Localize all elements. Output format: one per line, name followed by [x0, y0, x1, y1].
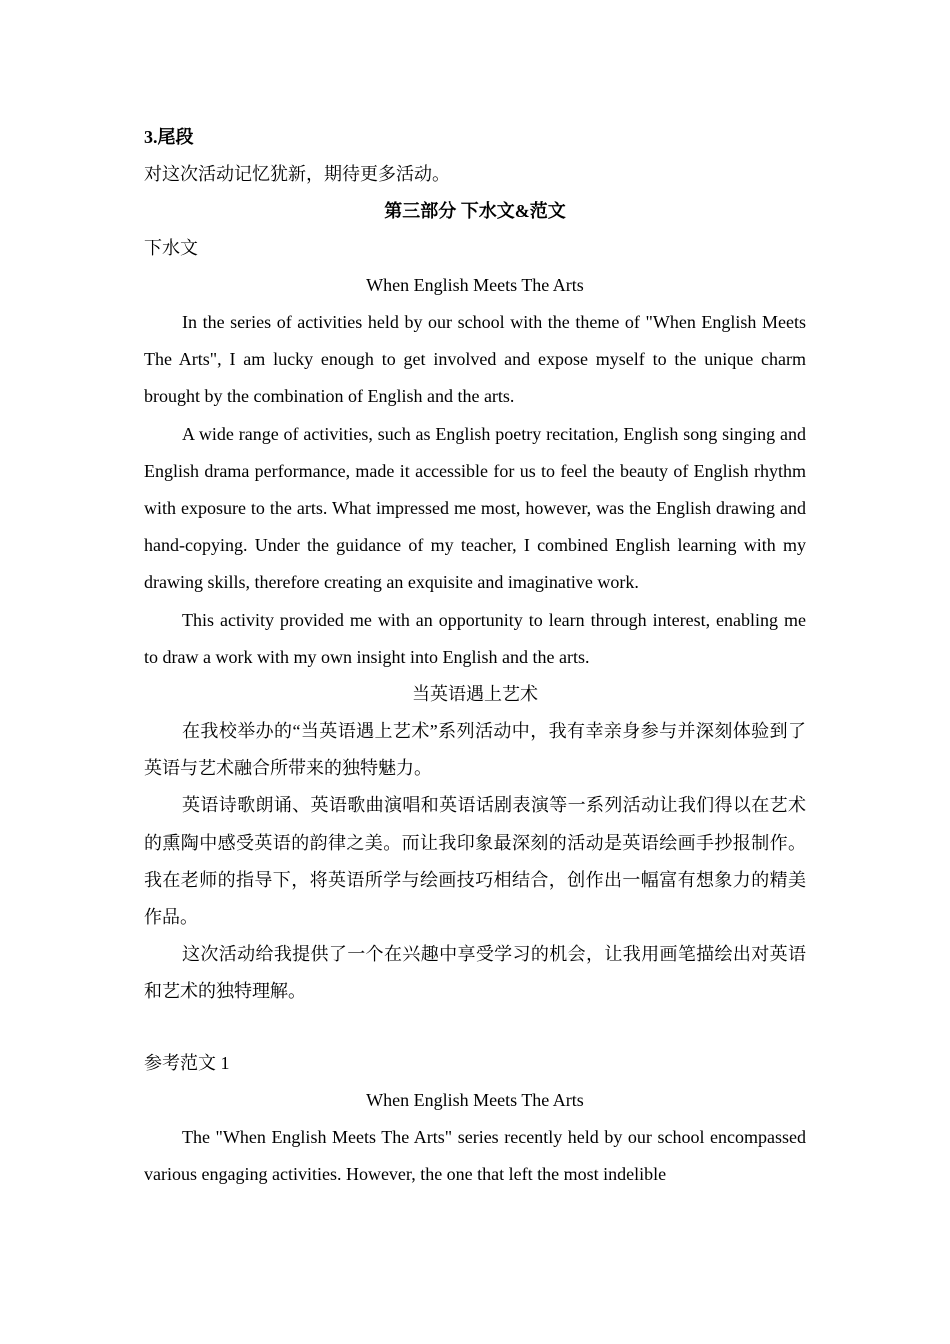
blank-line	[144, 1011, 806, 1045]
draft-label: 下水文	[144, 238, 198, 258]
section-heading: 3.尾段	[144, 127, 194, 147]
translation-title: 当英语遇上艺术	[412, 684, 538, 705]
sample-title: When English Meets The Arts	[366, 1089, 584, 1110]
document-page	[144, 119, 806, 1193]
draft-paragraph: This activity provided me with an opportunity to learn through interest, enabling me to draw a work with my own insight into English and the arts.	[144, 609, 806, 667]
section-summary: 对这次活动记忆犹新，期待更多活动。	[144, 164, 450, 184]
draft-paragraph: A wide range of activities, such as English poetry recitation, English song singing and English drama performance, made it accessible for us to feel the beauty of English rhythm with exposure to the arts. What impressed me most, however, was the English drawing and hand-copying. Under the guidance of my teacher, I combined English learning with my drawing skills, therefore creating an exquisite and imaginative work.	[144, 423, 806, 593]
translation-paragraph: 英语诗歌朗诵、英语歌曲演唱和英语话剧表演等一系列活动让我们得以在艺术的熏陶中感受英语的韵律之美。而让我印象最深刻的活动是英语绘画手抄报制作。我在老师的指导下，将英语所学与绘画技巧相结合，创作出一幅富有想象力的精美作品。	[144, 795, 806, 928]
draft-paragraph: In the series of activities held by our school with the theme of "When English Meets The Arts", I am lucky enough to get involved and expose myself to the unique charm brought by the combination of English and the arts.	[144, 312, 806, 407]
sample-label: 参考范文 1	[144, 1052, 230, 1073]
translation-paragraph: 这次活动给我提供了一个在兴趣中享受学习的机会，让我用画笔描绘出对英语和艺术的独特理解。	[144, 944, 806, 1002]
translation-paragraph: 在我校举办的“当英语遇上艺术”系列活动中，我有幸亲身参与并深刻体验到了英语与艺术融合所带来的独特魅力。	[144, 721, 806, 779]
draft-title: When English Meets The Arts	[366, 275, 584, 295]
sample-paragraph: The "When English Meets The Arts" series recently held by our school encompassed various engaging activities. However, the one that left the most indelible	[144, 1126, 806, 1184]
part-title: 第三部分 下水文&范文	[384, 201, 566, 221]
